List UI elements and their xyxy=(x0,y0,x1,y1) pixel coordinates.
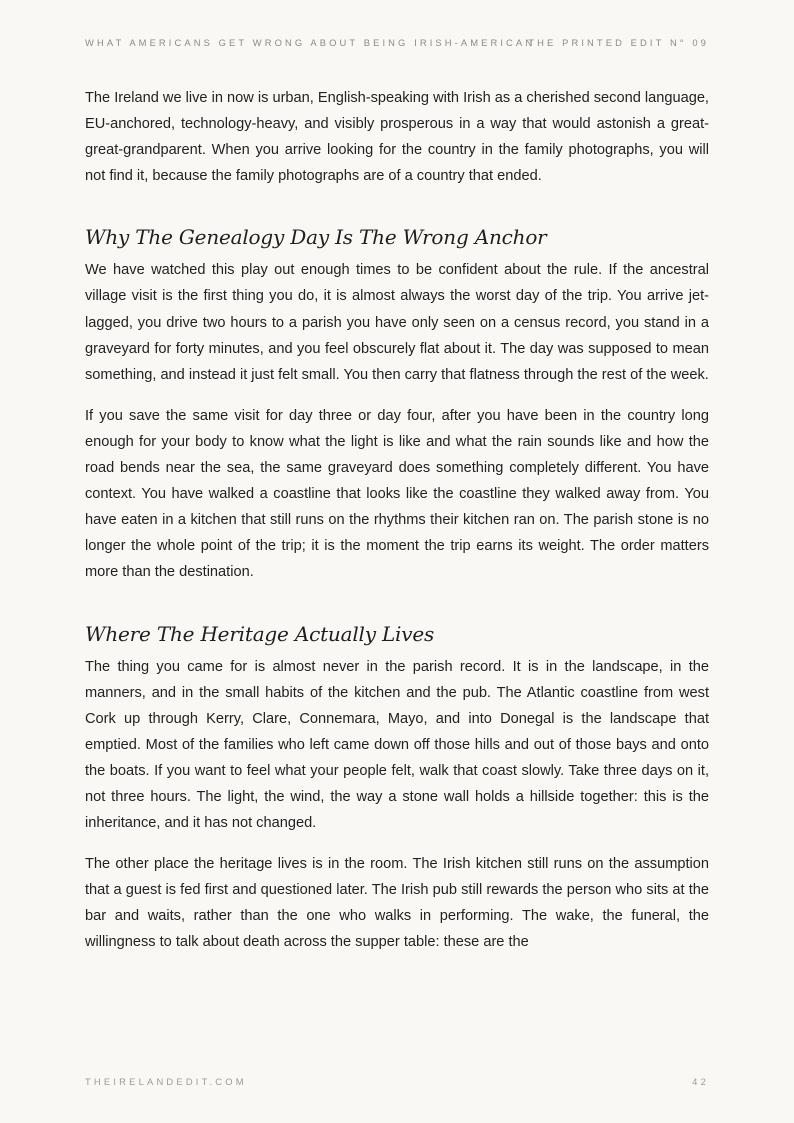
footer-site-url: THEIRELANDEDIT.COM xyxy=(85,1076,247,1087)
intro-paragraph: The Ireland we live in now is urban, English-speaking with Irish as a cherished second language, EU-anchored, technology-heavy, and visibly prosperous in a way that would astonish a great-great-grandparent. When you arrive looking for the country in the family photographs, you will not find it, because the family photographs are of a country that ended. xyxy=(85,90,709,185)
page-footer xyxy=(85,1076,709,1090)
section-heritage-lives xyxy=(85,620,709,956)
body-paragraph: The other place the heritage lives is in the room. The Irish kitchen still runs on the assumption that a guest is fed first and questioned later. The Irish pub still rewards the person who sits at the bar and waits, rather than the one who walks in performing. The wake, the funeral, the willingness to talk about death across the supper table: these are the xyxy=(85,856,709,951)
body-paragraph: If you save the same visit for day three or day four, after you have been in the country long enough for your body to know what the light is like and what the rain sounds like and how the road bends near the sea, the same graveyard does something completely different. You have context. You have walked a coastline that looks like the coastline they walked away from. You have eaten in a kitchen that still runs on the rhythms their kitchen ran on. The parish stone is no longer the whole point of the trip; it is the moment the trip earns its weight. The order matters more than the destination. xyxy=(85,407,709,581)
section-genealogy-day xyxy=(85,223,709,585)
running-head-edition: THE PRINTED EDIT N° 09 xyxy=(528,37,709,48)
running-head xyxy=(85,37,709,51)
running-head-title: WHAT AMERICANS GET WRONG ABOUT BEING IRISH-AMERICAN xyxy=(85,37,536,48)
section-heading: Where The Heritage Actually Lives xyxy=(85,621,435,646)
article-body xyxy=(85,85,709,956)
body-paragraph: We have watched this play out enough times to be confident about the rule. If the ancestral village visit is the first thing you do, it is almost always the worst day of the trip. You arrive jet-lagged, you drive two hours to a parish you have only seen on a census record, you stand in a graveyard for forty minutes, and you feel obscurely flat about it. The day was supposed to mean something, and instead it just felt small. You then carry that flatness through the rest of the week. xyxy=(85,262,709,383)
section-heading: Why The Genealogy Day Is The Wrong Anchor xyxy=(85,225,547,250)
body-paragraph: The thing you came for is almost never in the parish record. It is in the landscape, in the manners, and in the small habits of the kitchen and the pub. The Atlantic coastline from west Cork up through Kerry, Clare, Connemara, Mayo, and into Donegal is the landscape that emptied. Most of the families who left came down off those hills and out of those bays and onto the boats. If you want to feel what your people felt, walk that coast slowly. Take three days on it, not three hours. The light, the wind, the way a stone wall holds a hillside together: this is the inheritance, and it has not changed. xyxy=(85,658,709,832)
page-number: 42 xyxy=(692,1076,709,1087)
